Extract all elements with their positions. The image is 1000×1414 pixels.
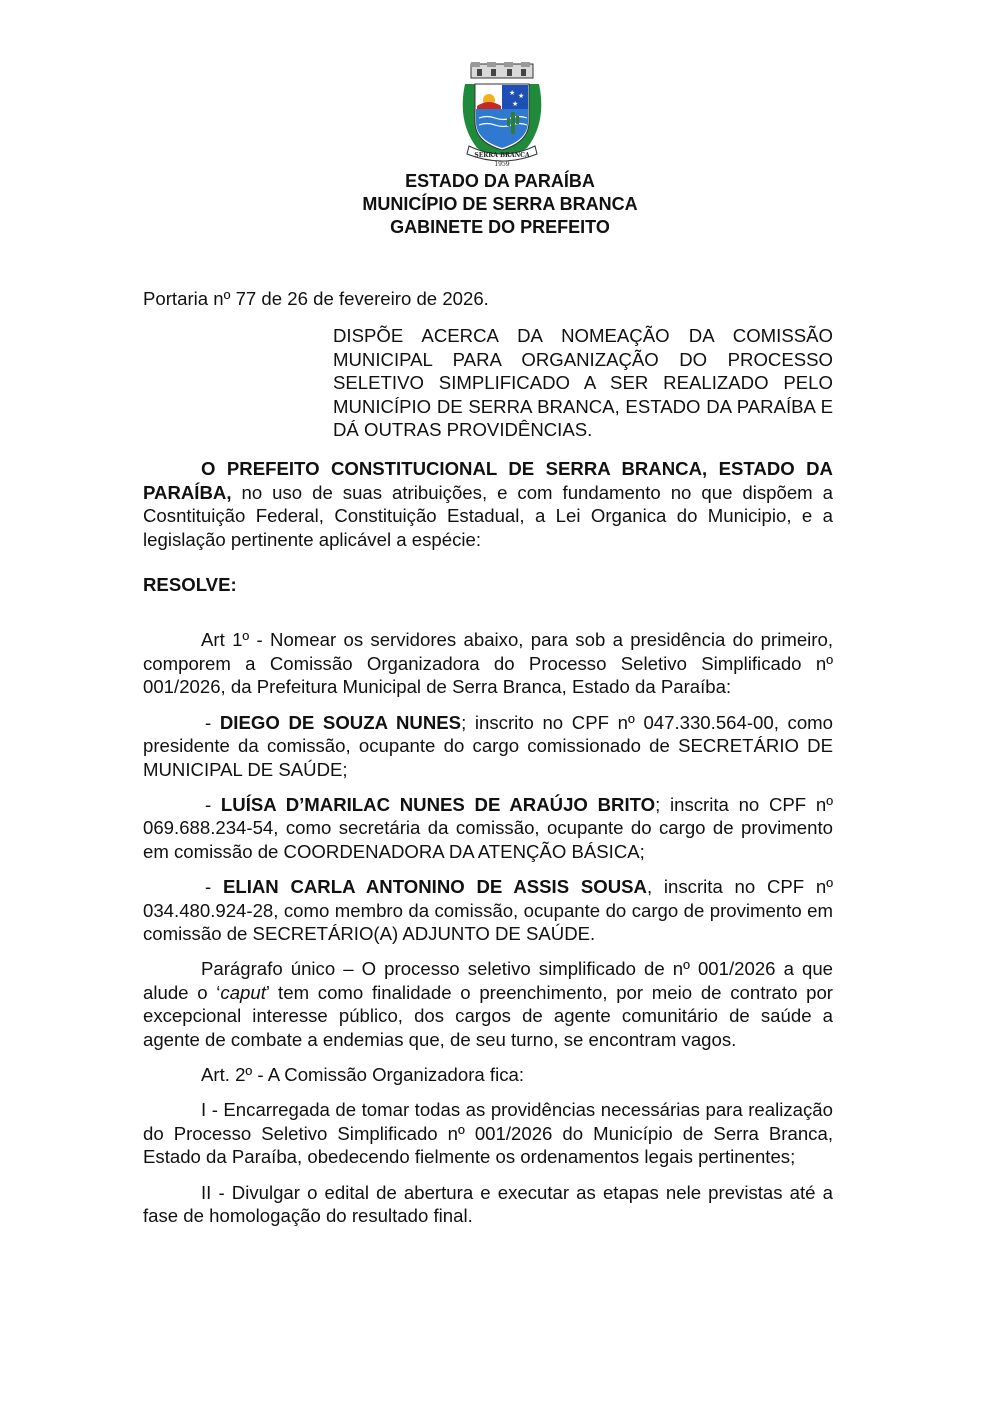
member-name: ELIAN CARLA ANTONINO DE ASSIS SOUSA bbox=[222, 876, 647, 898]
inciso-item: I - Encarregada de tomar todas as providências necessárias para realização do Processo Seletivo Simplificado nº 001/2026 do Município de Serra Branca, Estado da Paraíba, obedecendo fielmente os ordenamentos legais pertinentes; bbox=[143, 1099, 833, 1168]
article-2: Art. 2º - A Comissão Organizadora fica: bbox=[201, 1063, 525, 1085]
paragrafo-unico-before: Parágrafo único – O processo seletivo simplificado de nº 001/2026 a que alude o ‘ bbox=[143, 958, 833, 1003]
member-prefix: - bbox=[205, 793, 221, 815]
member-details: ; inscrita no CPF nº 069.688.234-54, como secretária da comissão, ocupante do cargo de provimento em comissão de COORDENADORA DA ATENÇÃO BÁSICA; bbox=[143, 793, 833, 862]
member-name: DIEGO DE SOUZA NUNES bbox=[219, 711, 462, 733]
header-municipality: MUNICÍPIO DE SERRA BRANCA bbox=[362, 194, 638, 214]
member-name: LUÍSA D’MARILAC NUNES DE ARAÚJO BRITO bbox=[220, 793, 656, 815]
svg-text:★: ★ bbox=[509, 89, 516, 97]
svg-text:★: ★ bbox=[512, 100, 519, 108]
article-1: Art 1º - Nomear os servidores abaixo, para sob a presidência do primeiro, comporem a Comissão Organizadora do Processo Seletivo Simplificado nº 001/2026, da Prefeitura Municipal de Serra Branca, Estado da Paraíba: bbox=[143, 629, 833, 698]
document-body bbox=[143, 287, 833, 1239]
member-item bbox=[143, 793, 833, 863]
member-prefix: - bbox=[205, 876, 223, 898]
header-office: GABINETE DO PREFEITO bbox=[390, 217, 610, 237]
coat-of-arms-emblem bbox=[457, 62, 547, 167]
preamble-paragraph bbox=[143, 457, 833, 551]
crest-year: 1959 bbox=[494, 161, 510, 167]
preamble-authority: O PREFEITO CONSTITUCIONAL DE SERRA BRANCA, ESTADO DA PARAÍBA, bbox=[143, 458, 833, 503]
member-prefix: - bbox=[205, 711, 220, 733]
portaria-ementa: DISPÕE ACERCA DA NOMEAÇÃO DA COMISSÃO MUNICIPAL PARA ORGANIZAÇÃO DO PROCESSO SELETIVO SIMPLIFICADO A SER REALIZADO PELO MUNICÍPIO DE SERRA BRANCA, ESTADO DA PARAÍBA E DÁ OUTRAS PROVIDÊNCIAS. bbox=[333, 325, 833, 441]
member-details: , inscrita no CPF nº 034.480.924-28, como membro da comissão, ocupante do cargo de provimento em comissão de SECRETÁRIO(A) ADJUNTO DE SAÚDE. bbox=[143, 876, 833, 944]
preamble-text: no uso de suas atribuições, e com fundamento no que dispõem a Cosntituição Federal, Constituição Estadual, a Lei Organica do Municipio, e a legislação pertinente aplicável a espécie: bbox=[143, 481, 833, 550]
portaria-title: Portaria nº 77 de 26 de fevereiro de 2026. bbox=[143, 288, 489, 309]
document-header bbox=[0, 170, 1000, 239]
crest-ribbon-text: SERRA BRANCA bbox=[474, 152, 530, 159]
inciso-item: II - Divulgar o edital de abertura e executar as etapas nele previstas até a fase de homologação do resultado final. bbox=[143, 1181, 833, 1226]
paragrafo-unico-after: ’ tem como finalidade o preenchimento, por meio de contrato por excepcional interesse público, dos cargos de agente comunitário de saúde a agente de combate a endemias que, de seu turno, se encontram vagos. bbox=[143, 981, 833, 1050]
member-item bbox=[143, 711, 833, 781]
svg-text:★: ★ bbox=[518, 92, 525, 100]
header-state: ESTADO DA PARAÍBA bbox=[405, 171, 595, 191]
paragrafo-unico-caput: caput bbox=[220, 981, 266, 1003]
member-details: ; inscrito no CPF nº 047.330.564-00, como presidente da comissão, ocupante do cargo comissionado de SECRETÁRIO DE MUNICIPAL DE SAÚDE; bbox=[143, 711, 834, 780]
member-item bbox=[143, 875, 833, 945]
paragrafo-unico bbox=[143, 957, 833, 1051]
resolve-heading: RESOLVE: bbox=[143, 574, 237, 596]
